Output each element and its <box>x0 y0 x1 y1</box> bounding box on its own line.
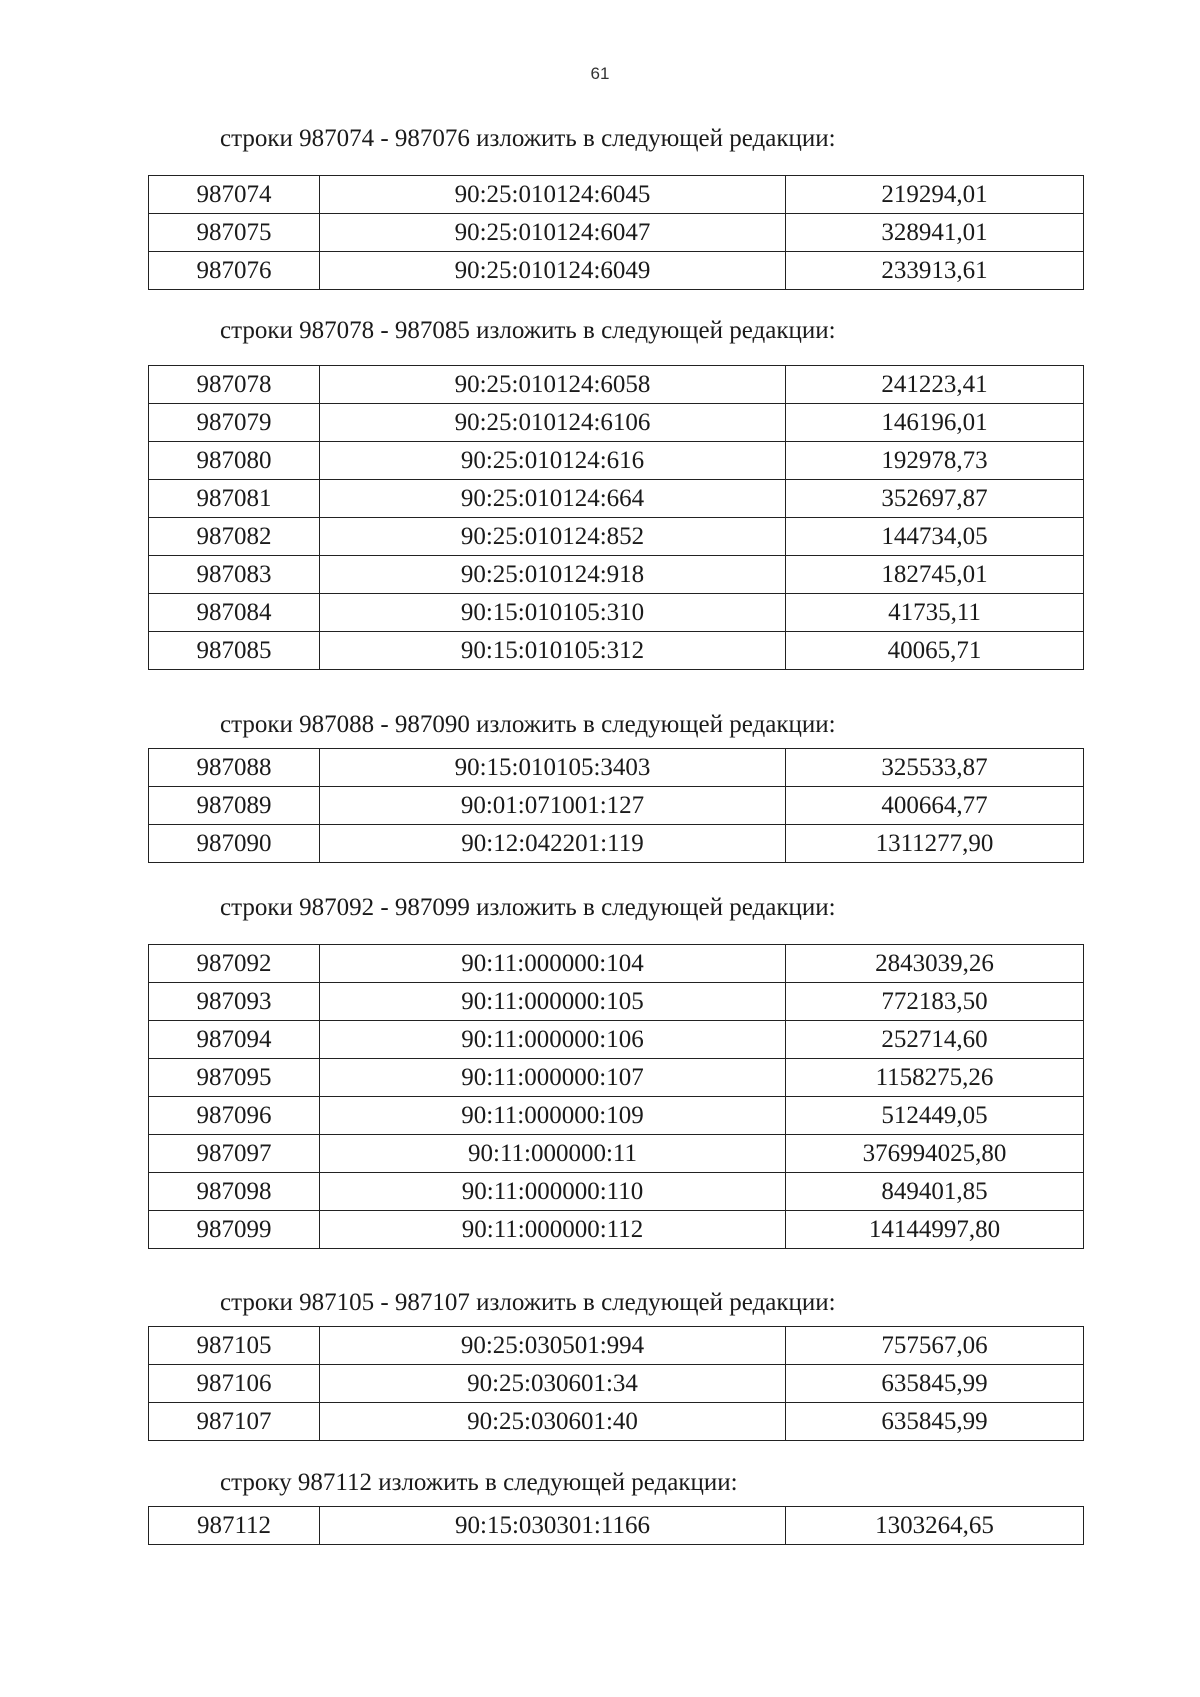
cadastral-number-cell: 90:11:000000:110 <box>320 1173 786 1211</box>
section-heading: строку 987112 изложить в следующей редакции: <box>220 1469 738 1496</box>
row-number-cell: 987095 <box>149 1059 320 1097</box>
table-row <box>149 1059 1084 1097</box>
cadastral-number-cell: 90:11:000000:104 <box>320 945 786 983</box>
table-row <box>149 787 1084 825</box>
row-number-cell: 987080 <box>149 442 320 480</box>
table-row <box>149 1507 1084 1545</box>
value-cell: 325533,87 <box>786 749 1084 787</box>
row-number-cell: 987098 <box>149 1173 320 1211</box>
cadastral-number-cell: 90:25:030601:40 <box>320 1403 786 1441</box>
cadastral-number-cell: 90:12:042201:119 <box>320 825 786 863</box>
data-table <box>148 1506 1084 1545</box>
value-cell: 512449,05 <box>786 1097 1084 1135</box>
data-table <box>148 748 1084 863</box>
value-cell: 376994025,80 <box>786 1135 1084 1173</box>
data-table <box>148 365 1084 670</box>
cadastral-number-cell: 90:11:000000:106 <box>320 1021 786 1059</box>
value-cell: 635845,99 <box>786 1403 1084 1441</box>
table-row <box>149 825 1084 863</box>
amendment-section <box>148 124 1080 290</box>
value-cell: 219294,01 <box>786 176 1084 214</box>
row-number-cell: 987074 <box>149 176 320 214</box>
table-row <box>149 1097 1084 1135</box>
value-cell: 772183,50 <box>786 983 1084 1021</box>
row-number-cell: 987078 <box>149 366 320 404</box>
cadastral-number-cell: 90:11:000000:109 <box>320 1097 786 1135</box>
table-row <box>149 1021 1084 1059</box>
row-number-cell: 987093 <box>149 983 320 1021</box>
table-row <box>149 366 1084 404</box>
cadastral-number-cell: 90:25:010124:6047 <box>320 214 786 252</box>
cadastral-number-cell: 90:25:010124:6049 <box>320 252 786 290</box>
value-cell: 233913,61 <box>786 252 1084 290</box>
row-number-cell: 987076 <box>149 252 320 290</box>
amendment-section <box>148 710 1080 863</box>
section-heading: строки 987074 - 987076 изложить в следующей редакции: <box>220 125 836 152</box>
amendment-section <box>148 1288 1080 1441</box>
cadastral-number-cell: 90:25:030601:34 <box>320 1365 786 1403</box>
row-number-cell: 987084 <box>149 594 320 632</box>
row-number-cell: 987083 <box>149 556 320 594</box>
value-cell: 2843039,26 <box>786 945 1084 983</box>
table-row <box>149 252 1084 290</box>
cadastral-number-cell: 90:25:010124:616 <box>320 442 786 480</box>
value-cell: 635845,99 <box>786 1365 1084 1403</box>
value-cell: 146196,01 <box>786 404 1084 442</box>
amendment-section <box>148 893 1080 1249</box>
row-number-cell: 987094 <box>149 1021 320 1059</box>
value-cell: 400664,77 <box>786 787 1084 825</box>
row-number-cell: 987088 <box>149 749 320 787</box>
value-cell: 1311277,90 <box>786 825 1084 863</box>
cadastral-number-cell: 90:25:010124:852 <box>320 518 786 556</box>
cadastral-number-cell: 90:01:071001:127 <box>320 787 786 825</box>
data-table <box>148 944 1084 1249</box>
cadastral-number-cell: 90:11:000000:105 <box>320 983 786 1021</box>
value-cell: 757567,06 <box>786 1327 1084 1365</box>
row-number-cell: 987085 <box>149 632 320 670</box>
value-cell: 14144997,80 <box>786 1211 1084 1249</box>
table-row <box>149 404 1084 442</box>
cadastral-number-cell: 90:25:010124:918 <box>320 556 786 594</box>
table-row <box>149 1365 1084 1403</box>
row-number-cell: 987081 <box>149 480 320 518</box>
row-number-cell: 987112 <box>149 1507 320 1545</box>
section-heading: строки 987078 - 987085 изложить в следующей редакции: <box>220 317 836 344</box>
amendment-section <box>148 1468 1080 1545</box>
table-row <box>149 1327 1084 1365</box>
cadastral-number-cell: 90:25:010124:6045 <box>320 176 786 214</box>
section-heading: строки 987092 - 987099 изложить в следующей редакции: <box>220 894 836 921</box>
table-row <box>149 983 1084 1021</box>
cadastral-number-cell: 90:11:000000:112 <box>320 1211 786 1249</box>
value-cell: 352697,87 <box>786 480 1084 518</box>
table-row <box>149 214 1084 252</box>
value-cell: 41735,11 <box>786 594 1084 632</box>
table-row <box>149 1403 1084 1441</box>
row-number-cell: 987096 <box>149 1097 320 1135</box>
cadastral-number-cell: 90:25:010124:6106 <box>320 404 786 442</box>
table-row <box>149 632 1084 670</box>
cadastral-number-cell: 90:15:010105:3403 <box>320 749 786 787</box>
table-row <box>149 945 1084 983</box>
value-cell: 182745,01 <box>786 556 1084 594</box>
table-row <box>149 176 1084 214</box>
section-heading: строки 987105 - 987107 изложить в следующей редакции: <box>220 1289 836 1316</box>
table-row <box>149 480 1084 518</box>
row-number-cell: 987082 <box>149 518 320 556</box>
row-number-cell: 987075 <box>149 214 320 252</box>
value-cell: 252714,60 <box>786 1021 1084 1059</box>
value-cell: 192978,73 <box>786 442 1084 480</box>
value-cell: 849401,85 <box>786 1173 1084 1211</box>
amendment-section <box>148 316 1080 670</box>
value-cell: 241223,41 <box>786 366 1084 404</box>
table-row <box>149 594 1084 632</box>
table-row <box>149 518 1084 556</box>
value-cell: 144734,05 <box>786 518 1084 556</box>
cadastral-number-cell: 90:25:010124:6058 <box>320 366 786 404</box>
data-table <box>148 1326 1084 1441</box>
cadastral-number-cell: 90:25:010124:664 <box>320 480 786 518</box>
row-number-cell: 987107 <box>149 1403 320 1441</box>
row-number-cell: 987097 <box>149 1135 320 1173</box>
row-number-cell: 987106 <box>149 1365 320 1403</box>
row-number-cell: 987105 <box>149 1327 320 1365</box>
table-row <box>149 1173 1084 1211</box>
table-row <box>149 749 1084 787</box>
cadastral-number-cell: 90:15:010105:312 <box>320 632 786 670</box>
table-row <box>149 1135 1084 1173</box>
page-number: 61 <box>590 64 610 83</box>
cadastral-number-cell: 90:25:030501:994 <box>320 1327 786 1365</box>
cadastral-number-cell: 90:11:000000:107 <box>320 1059 786 1097</box>
value-cell: 1158275,26 <box>786 1059 1084 1097</box>
value-cell: 40065,71 <box>786 632 1084 670</box>
cadastral-number-cell: 90:11:000000:11 <box>320 1135 786 1173</box>
cadastral-number-cell: 90:15:030301:1166 <box>320 1507 786 1545</box>
table-row <box>149 1211 1084 1249</box>
table-row <box>149 442 1084 480</box>
row-number-cell: 987099 <box>149 1211 320 1249</box>
value-cell: 1303264,65 <box>786 1507 1084 1545</box>
row-number-cell: 987089 <box>149 787 320 825</box>
row-number-cell: 987092 <box>149 945 320 983</box>
row-number-cell: 987090 <box>149 825 320 863</box>
row-number-cell: 987079 <box>149 404 320 442</box>
data-table <box>148 175 1084 290</box>
table-row <box>149 556 1084 594</box>
cadastral-number-cell: 90:15:010105:310 <box>320 594 786 632</box>
section-heading: строки 987088 - 987090 изложить в следующей редакции: <box>220 711 836 738</box>
value-cell: 328941,01 <box>786 214 1084 252</box>
